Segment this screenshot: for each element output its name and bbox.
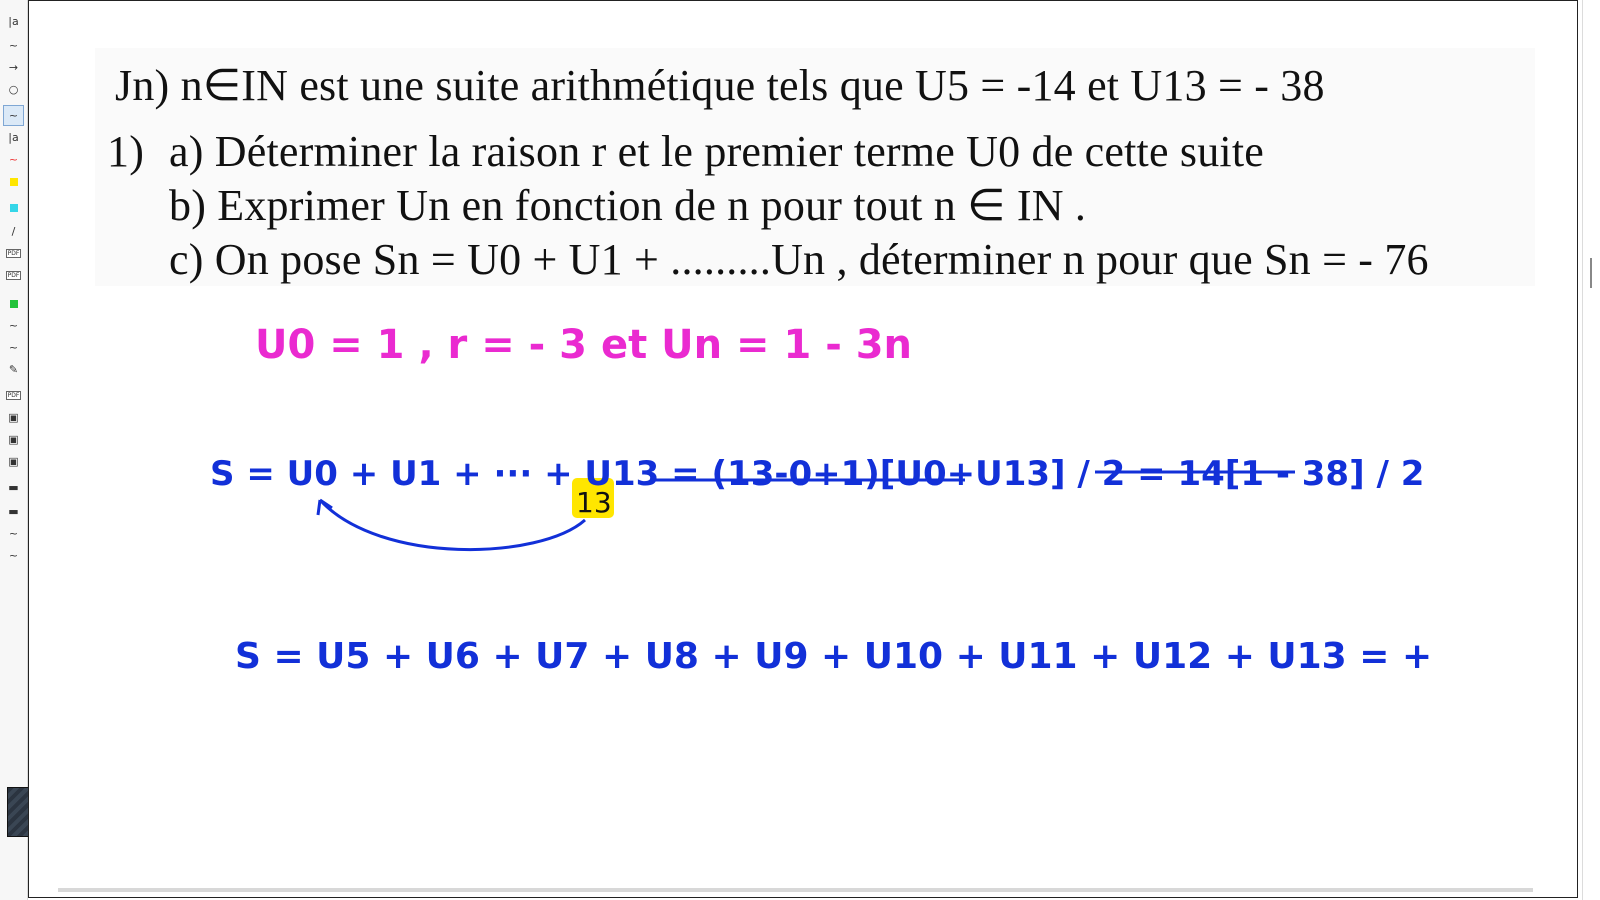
red-pen-swatch: ~ — [8, 153, 19, 166]
line-icon[interactable]: / — [11, 225, 16, 238]
curved-arrow — [320, 500, 585, 550]
sum-formula-line — [210, 454, 1424, 494]
sum-formula-text: S = U0 + U1 + ··· + U13 = (13-0+1)[U0+U13] / 2 = 14[1 - 38] / 2 — [210, 454, 1425, 494]
image-icon[interactable]: ▬ — [8, 481, 19, 494]
pen-icon[interactable]: ~ — [4, 106, 23, 125]
question-number: 1) — [107, 127, 145, 176]
highlight-text: 13 — [576, 486, 612, 519]
question-b: b) Exprimer Un en fonction de n pour tout n ∈ IN . — [169, 181, 1087, 230]
circle-icon[interactable]: ○ — [8, 83, 19, 96]
freehand-icon[interactable]: ~ — [8, 319, 19, 332]
pdf-label: PDF — [7, 392, 20, 399]
freehand-icon[interactable]: ~ — [8, 527, 19, 540]
pdf-label: PDF — [7, 250, 20, 257]
pdf-label: PDF — [7, 272, 20, 279]
freehand-icon[interactable]: ~ — [8, 549, 19, 562]
stamp-icon[interactable]: ✎ — [8, 363, 19, 376]
freehand-icon[interactable]: ~ — [8, 341, 19, 354]
arrow-icon[interactable]: → — [8, 61, 19, 74]
freehand-icon[interactable]: ~ — [8, 39, 19, 52]
text-cursor-icon[interactable]: |a — [8, 15, 19, 28]
sum-expansion-text: S = U5 + U6 + U7 + U8 + U9 + U10 + U11 + U12 + U13 = + — [235, 636, 1433, 677]
question-c: c) On pose Sn = U0 + U1 + .........Un , déterminer n pour que Sn = - 76 — [169, 235, 1429, 284]
exercise-statement: Jn) n∈IN est une suite arithmétique tels que U5 = -14 et U13 = - 38 — [115, 61, 1325, 110]
text-cursor-icon[interactable]: |a — [8, 131, 19, 144]
image-icon[interactable]: ▬ — [8, 505, 19, 518]
image-icon[interactable]: ▣ — [8, 455, 19, 468]
pink-solution-text: U0 = 1 , r = - 3 et Un = 1 - 3n — [255, 322, 913, 368]
image-icon[interactable]: ▣ — [8, 433, 19, 446]
sum-expansion-line — [235, 636, 1432, 677]
image-icon[interactable]: ▣ — [8, 411, 19, 424]
pink-solution-line — [255, 322, 912, 368]
question-a: a) Déterminer la raison r et le premier terme U0 de cette suite — [169, 127, 1264, 176]
arrow-head — [318, 500, 332, 515]
